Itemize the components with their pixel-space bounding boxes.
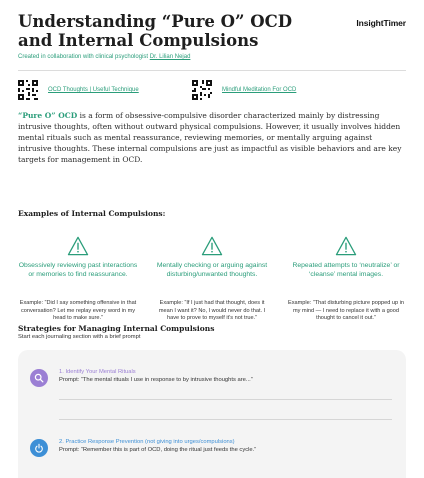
examples-list	[18, 236, 406, 323]
example-text: Example: “That disturbing picture popped up in my mind — I need to replace it with a good thought to cancel it out.”	[288, 300, 404, 321]
journaling-panel	[18, 350, 406, 478]
intro-text: is a form of obsessive-compulsive disorder characterized mainly by distressing intrusive thoughts, often without outward physical compulsions. However, it usually involves hidden mental rituals such as mental reassurance, reviewing memories, or mentally arguing against intrusive thoughts. These internal compulsions are just as impactful as visible behaviors and are key targets for management in OCD.	[18, 111, 402, 164]
resource-link-ocd-thoughts[interactable]	[18, 80, 139, 100]
collaboration-credit	[18, 54, 190, 60]
resource-link-label[interactable]: Mindful Meditation For OCD	[222, 87, 297, 93]
page-title: Understanding “Pure O” OCD and Internal Compulsions	[18, 12, 293, 50]
step-prompt: Prompt: “Remember this is part of OCD, doing the ritual just feeds the cycle.”	[59, 447, 257, 453]
magnifier-icon	[30, 369, 48, 387]
example-item	[18, 236, 138, 323]
journal-writing-line[interactable]	[59, 419, 392, 420]
step-text	[59, 438, 256, 454]
example-text: Example: “Did I say something offensive in that conversation? Let me replay every word in my head to make sure.”	[19, 300, 137, 321]
warning-icon	[201, 236, 223, 256]
psychologist-link[interactable]: Dr. Lilian Nejad	[149, 54, 191, 60]
example-heading: Mentally checking or arguing against disturbing/unwanted thoughts.	[156, 262, 268, 278]
strategy-step-identify-rituals	[30, 368, 394, 387]
step-title: 1. Identify Your Mental Rituals	[59, 369, 136, 375]
resource-link-label[interactable]: OCD Thoughts | Useful Technique	[48, 87, 139, 93]
step-title: 2. Practice Response Prevention (not giving into urges/compulsions)	[59, 439, 235, 445]
example-item	[152, 236, 272, 323]
credit-prefix: Created in collaboration with clinical psychologist	[18, 54, 150, 60]
example-item	[286, 236, 406, 323]
journal-writing-line[interactable]	[59, 399, 392, 400]
example-heading: Repeated attempts to ‘neutralize’ or ‘cleanse’ mental images.	[292, 262, 400, 278]
warning-icon	[67, 236, 89, 256]
power-icon	[30, 439, 48, 457]
header-divider	[18, 70, 406, 71]
step-prompt: Prompt: “The mental rituals I use in response to by intrusive thoughts are...”	[59, 377, 253, 383]
examples-heading: Examples of Internal Compulsions:	[18, 209, 166, 218]
example-text: Example: “If I just had that thought, does it mean I want it? No, I would never do that. I have to prove to myself it’s not true.”	[158, 300, 266, 321]
strategy-step-response-prevention	[30, 438, 394, 457]
qr-code-icon	[18, 80, 38, 100]
intro-paragraph	[18, 110, 406, 165]
strategies-subtitle: Start each journaling section with a brief prompt	[18, 334, 141, 340]
example-heading: Obsessively reviewing past interactions or memories to find reassurance.	[18, 262, 138, 278]
resource-link-mindful-meditation[interactable]	[192, 80, 296, 100]
brand-logo: InsightTimer	[356, 18, 406, 28]
warning-icon	[335, 236, 357, 256]
intro-highlight: “Pure O” OCD	[18, 111, 78, 120]
step-text	[59, 368, 253, 384]
strategies-heading: Strategies for Managing Internal Compulsions	[18, 324, 215, 333]
qr-code-icon	[192, 80, 212, 100]
